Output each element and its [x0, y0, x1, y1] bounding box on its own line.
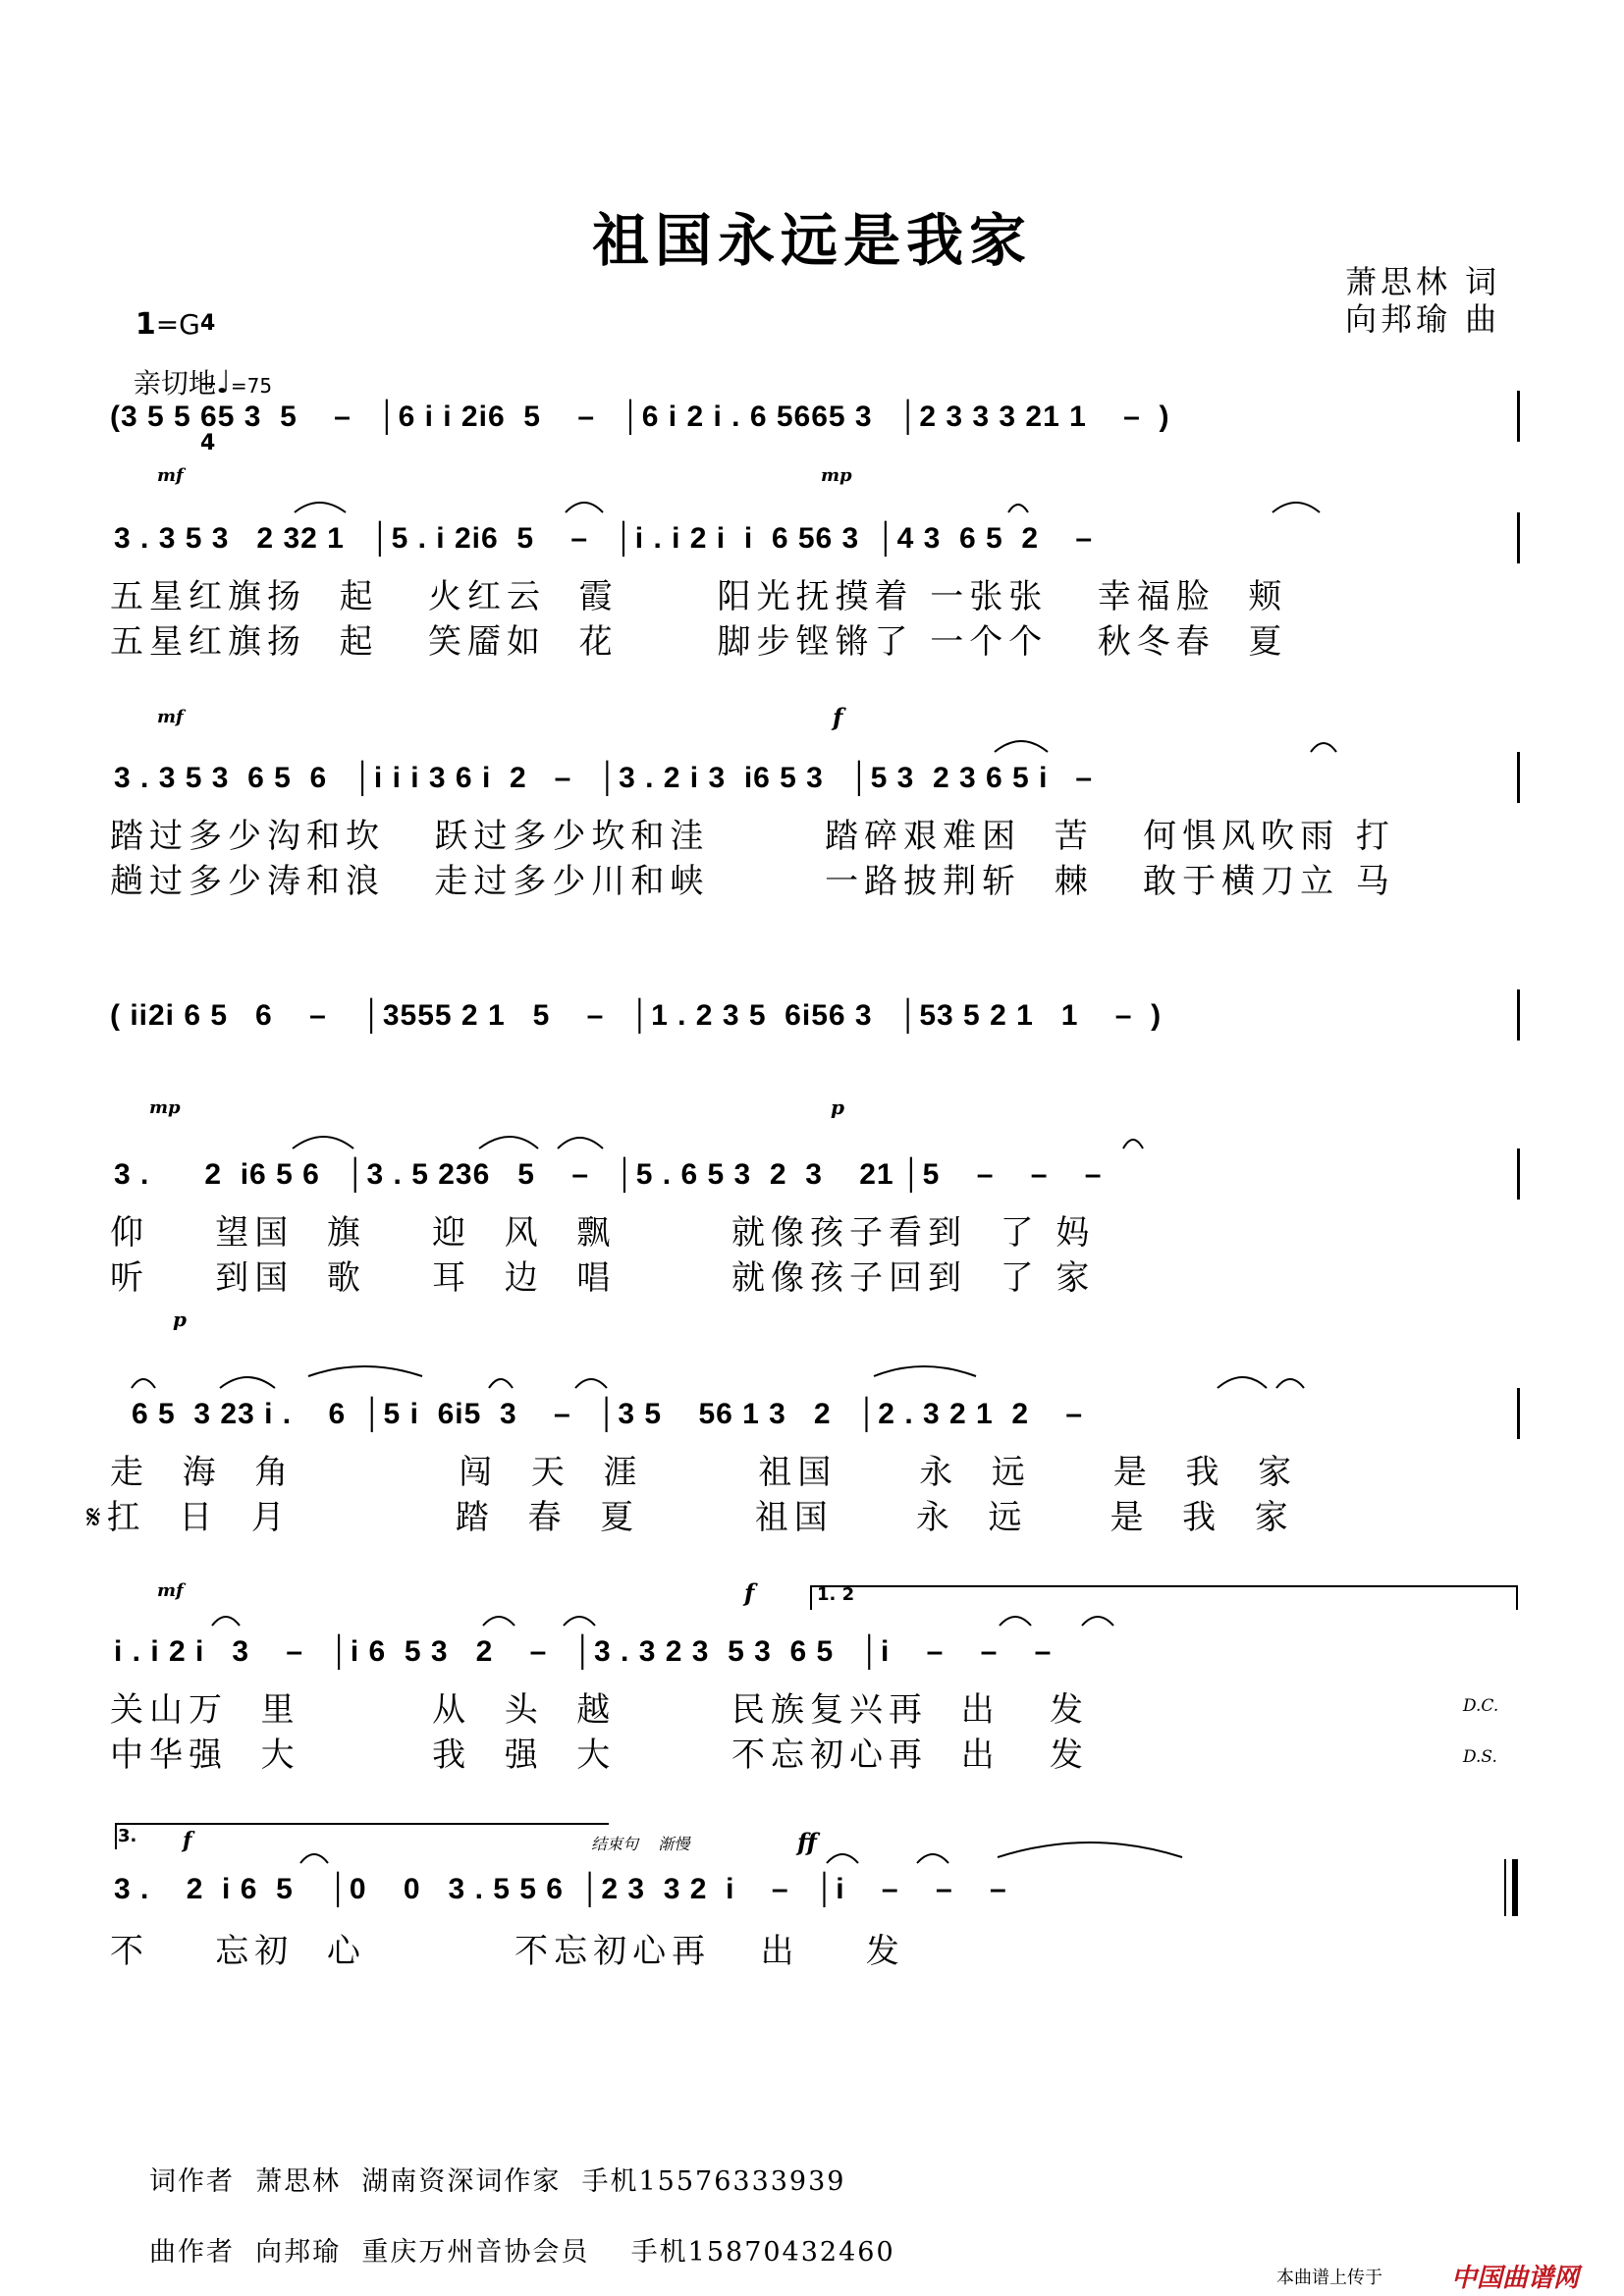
notation-line-1: (3 5 5 65 3 5 – │6 i i 2i6 5 – │6 i 2 i . 6 5665 3 │2 3 3 3 21 1 – )	[110, 400, 1170, 433]
slur	[1082, 1617, 1113, 1626]
notation-line-2: 3 . 3 5 3 2 32 1 │5 . i 2i6 5 – │i . i 2 i i 6 56 3 │4 3 6 5 2 –	[114, 522, 1094, 555]
upload-note: 本曲谱上传于	[1276, 2268, 1382, 2288]
slur	[293, 1137, 353, 1148]
slur	[483, 1617, 514, 1626]
tempo-mood: 亲切地	[133, 367, 216, 400]
slur	[1218, 1377, 1267, 1388]
dynamic-mark: mf	[157, 1580, 184, 1601]
slur	[295, 503, 346, 512]
dc-mark: D.C.	[1463, 1696, 1499, 1716]
slur	[998, 1842, 1182, 1857]
notation-line-5: 3 . 2 i6 5 6 │3 . 5 236 5 – │5 . 6 5 3 2 3 21 │5 – – –	[114, 1158, 1103, 1191]
lyric-verse-2: 听 到国 歌 耳 边 唱 就像孩子回到 了 家	[110, 1258, 1096, 1298]
tempo-bpm: =75	[230, 374, 273, 398]
slur	[489, 1379, 513, 1388]
notation-line-7: i . i 2 i 3 – │i 6 5 3 2 – │3 . 3 2 3 5 3 6 5 │i – – –	[114, 1635, 1053, 1668]
slur	[132, 1379, 155, 1388]
lyric-verse-2: 中华强 大 我 强 大 不忘初心再 出 发	[110, 1735, 1089, 1775]
notation-line-8: 3 . 2 i 6 5 │0 0 3 . 5 5 6 │2 3 3 2 i – │i – – –	[114, 1873, 1007, 1905]
dynamic-mark: f	[183, 1828, 192, 1853]
slur	[1123, 1140, 1143, 1148]
volta-3-label: 3.	[118, 1826, 137, 1846]
lyric-verse-2: 趟过多少涛和浪 走过多少川和峡 一路披荆斩 棘 敢于横刀立 马	[110, 862, 1395, 901]
dynamic-mark: mp	[821, 465, 852, 486]
dynamic-mark: mp	[149, 1097, 181, 1118]
slur	[827, 1854, 858, 1863]
notation-line-3: 3 . 3 5 3 6 5 6 │i i i 3 6 i 2 – │3 . 2 i 3 i6 5 3 │5 3 2 3 6 5 i –	[114, 762, 1094, 794]
site-logo: 中国曲谱网	[1451, 2264, 1580, 2293]
slur	[575, 1379, 607, 1388]
lyricist-info: 词作者 萧思林 湖南资深词作家 手机15576333939	[149, 2166, 846, 2197]
lyric-verse-1: 关山万 里 从 头 越 民族复兴再 出 发	[110, 1690, 1089, 1730]
slur	[300, 1854, 328, 1863]
composer-info: 曲作者 向邦瑜 重庆万州音协会员 手机15870432460	[149, 2237, 895, 2268]
notation-line-4: ( ii2i 6 5 6 – │3555 2 1 5 – │1 . 2 3 5 6i56 3 │53 5 2 1 1 – )	[110, 999, 1163, 1032]
key-eq: =G	[155, 308, 200, 341]
slur	[874, 1366, 976, 1376]
dynamic-mark: p	[173, 1308, 187, 1331]
time-top: 4	[200, 311, 216, 336]
dynamic-mark: mf	[157, 465, 184, 486]
slur	[1008, 505, 1028, 512]
ending-tempo-note: 结束句 渐慢	[591, 1835, 690, 1853]
volta-1-2-label: 1. 2	[817, 1584, 855, 1605]
lyric-verse-2: 五星红旗扬 起 笑靥如 花 脚步铿锵了 一个个 秋冬春 夏	[110, 622, 1288, 662]
slur	[1311, 743, 1336, 752]
dynamic-mark: f	[833, 703, 843, 731]
slur	[1272, 503, 1320, 512]
key-one: 1	[135, 307, 156, 342]
ds-mark: D.S.	[1463, 1747, 1497, 1767]
lyric-verse-1: 走 海 角 闯 天 涯 祖国 永 远 是 我 家	[110, 1453, 1298, 1492]
lyric-verse-2: 𝄋扛 日 月 踏 春 夏 祖国 永 远 是 我 家	[86, 1498, 1294, 1537]
dynamic-mark: p	[831, 1095, 844, 1119]
slur	[1276, 1379, 1304, 1388]
slur	[1000, 1617, 1031, 1626]
lyric-verse-1: 五星红旗扬 起 火红云 霞 阳光抚摸着 一张张 幸福脸 颊	[110, 577, 1288, 616]
slur	[479, 1137, 538, 1148]
volta-bracket	[116, 1824, 609, 1849]
lyric-verse-1: 不 忘初 心 不忘初心再 出 发	[110, 1932, 905, 1971]
dynamic-mark: mf	[157, 707, 184, 727]
quarter-note-icon: ♩	[215, 363, 231, 400]
notation-line-6: 6 5 3 23 i . 6 │5 i 6i5 3 – │3 5 56 1 3 2 │2 . 3 2 1 2 –	[132, 1398, 1084, 1430]
dynamic-mark: ff	[797, 1828, 817, 1856]
slur	[308, 1366, 422, 1376]
slur	[558, 1138, 603, 1148]
slur	[564, 1617, 595, 1626]
dynamic-mark: f	[744, 1578, 755, 1607]
lyric-verse-1: 踏过多少沟和坎 跃过多少坎和洼 踏碎艰难困 苦 何惧风吹雨 打	[110, 817, 1395, 856]
lyricist-credit: 萧思林 词	[1345, 263, 1501, 300]
slur	[917, 1854, 948, 1863]
composer-credit: 向邦瑜 曲	[1345, 300, 1501, 338]
slur	[566, 503, 603, 512]
time-bottom: 4	[200, 431, 216, 455]
slur	[212, 1617, 240, 1626]
song-title: 祖国永远是我家	[591, 207, 1032, 274]
slur	[995, 741, 1048, 752]
lyric-verse-1: 仰 望国 旗 迎 风 飘 就像孩子看到 了 妈	[110, 1213, 1096, 1253]
slur	[220, 1377, 275, 1388]
volta-bracket	[811, 1586, 1517, 1610]
